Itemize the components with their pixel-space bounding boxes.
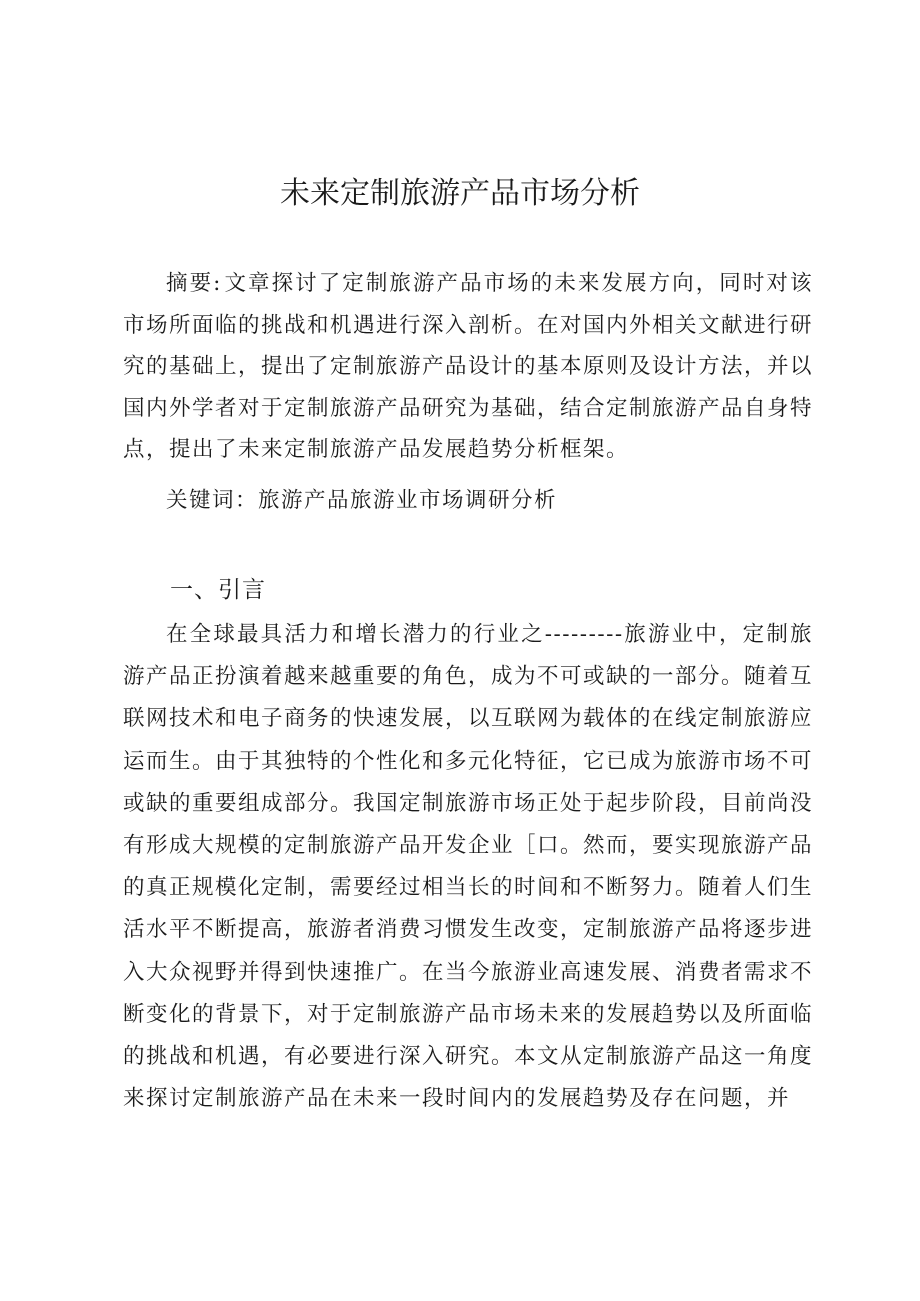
keywords-label: 关键词： [166, 488, 259, 513]
abstract-label: 摘要: [166, 271, 222, 296]
document-title: 未来定制旅游产品市场分析 [280, 176, 640, 211]
abstract-paragraph [123, 263, 813, 471]
intro-paragraph: 在全球最具活力和增长潜力的行业之---------旅游业中，定制旅游产品正扮演着越来越重要的角色，成为不可或缺的一部分。随着互联网技术和电子商务的快速发展，以互联网为载体的在线定制旅游应运而生。由于其独特的个性化和多元化特征，它已成为旅游市场不可或缺的重要组成部分。我国定制旅游市场正处于起步阶段，目前尚没有形成大规模的定制旅游产品开发企业［口。然而，要实现旅游产品的真正规模化定制，需要经过相当长的时间和不断努力。随着人们生活水平不断提高，旅游者消费习惯发生改变，定制旅游产品将逐步进入大众视野并得到快速推广。在当今旅游业高速发展、消费者需求不断变化的背景下，对于定制旅游产品市场未来的发展趋势以及所面临的挑战和机遇，有必要进行深入研究。本文从定制旅游产品这一角度来探讨定制旅游产品在未来一段时间内的发展趋势及存在问题，并 [123, 622, 814, 1112]
keywords-text: 旅游产品旅游业市场调研分析 [258, 488, 558, 513]
abstract-text: 文章探讨了定制旅游产品市场的未来发展方向，同时对该市场所面临的挑战和机遇进行深入剖析。在对国内外相关文献进行研究的基础上，提出了定制旅游产品设计的基本原则及设计方法，并以国内外学者对于定制旅游产品研究为基础，结合定制旅游产品自身特点，提出了未来定制旅游产品发展趋势分析框架。 [123, 271, 814, 462]
keywords-line [123, 480, 813, 522]
section-heading: 一、引言 [170, 577, 266, 603]
